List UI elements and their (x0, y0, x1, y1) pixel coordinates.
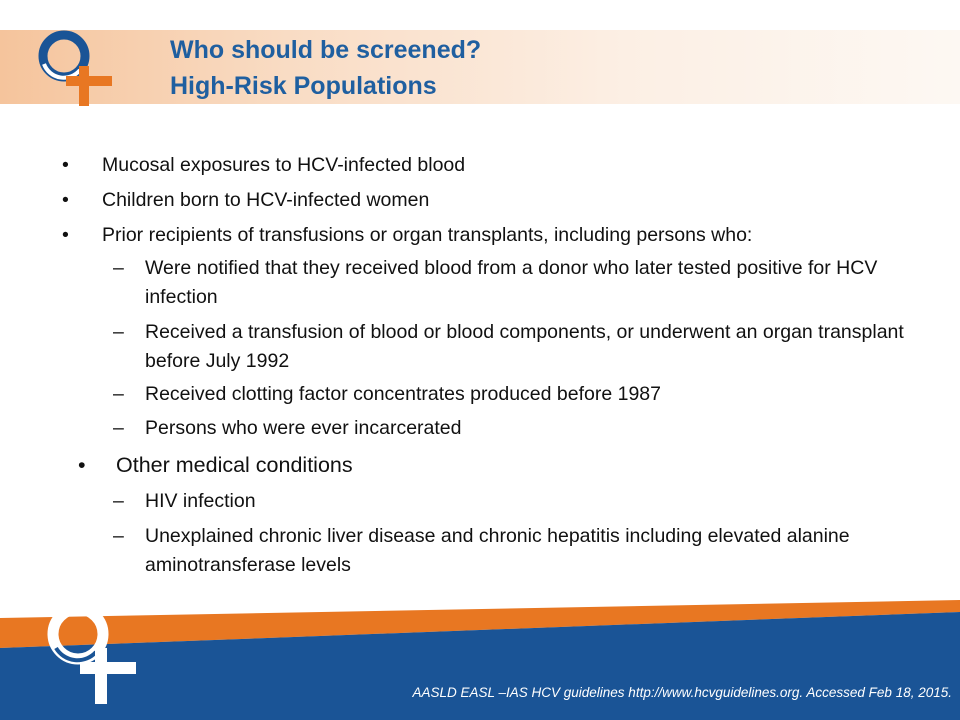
sub-bullet-text: HIV infection (145, 490, 256, 512)
title-line-1: Who should be screened? (170, 36, 482, 64)
title-line-2: High-Risk Populations (170, 72, 437, 100)
bullet-text: Mucosal exposures to HCV-infected blood (102, 154, 466, 176)
footer-band (0, 596, 960, 720)
dash-marker: – (113, 490, 124, 512)
dash-marker: – (113, 321, 124, 343)
sub-bullet-text: Persons who were ever incarcerated (145, 417, 462, 439)
bullet-marker: • (62, 154, 69, 176)
dash-marker: – (113, 525, 124, 547)
bullet-text: Prior recipients of transfusions or organ transplants, including persons who: (102, 224, 753, 246)
bullet-marker: • (62, 189, 69, 211)
sub-bullet-text: Received clotting factor concentrates produced before 1987 (145, 383, 661, 405)
dash-marker: – (113, 417, 124, 439)
female-symbol-logo-icon (28, 26, 118, 112)
dash-marker: – (113, 257, 124, 279)
bullet-text: Other medical conditions (116, 453, 353, 477)
sub-bullet-text: Received a transfusion of blood or blood components, or underwent an organ transplant before July 1992 (145, 321, 904, 372)
bullet-marker: • (78, 453, 86, 477)
sub-bullet-text: Were notified that they received blood from a donor who later tested positive for HCV infection (145, 257, 878, 308)
sub-bullet-text: Unexplained chronic liver disease and chronic hepatitis including elevated alanine aminotransferase levels (145, 525, 850, 576)
dash-marker: – (113, 383, 124, 405)
slide-title (170, 32, 481, 104)
bullet-marker: • (62, 224, 69, 246)
female-symbol-logo-bottom-icon (36, 598, 140, 708)
citation: AASLD EASL –IAS HCV guidelines http://www.hcvguidelines.org. Accessed Feb 18, 2015. (412, 685, 952, 700)
bullet-text: Children born to HCV-infected women (102, 189, 430, 211)
